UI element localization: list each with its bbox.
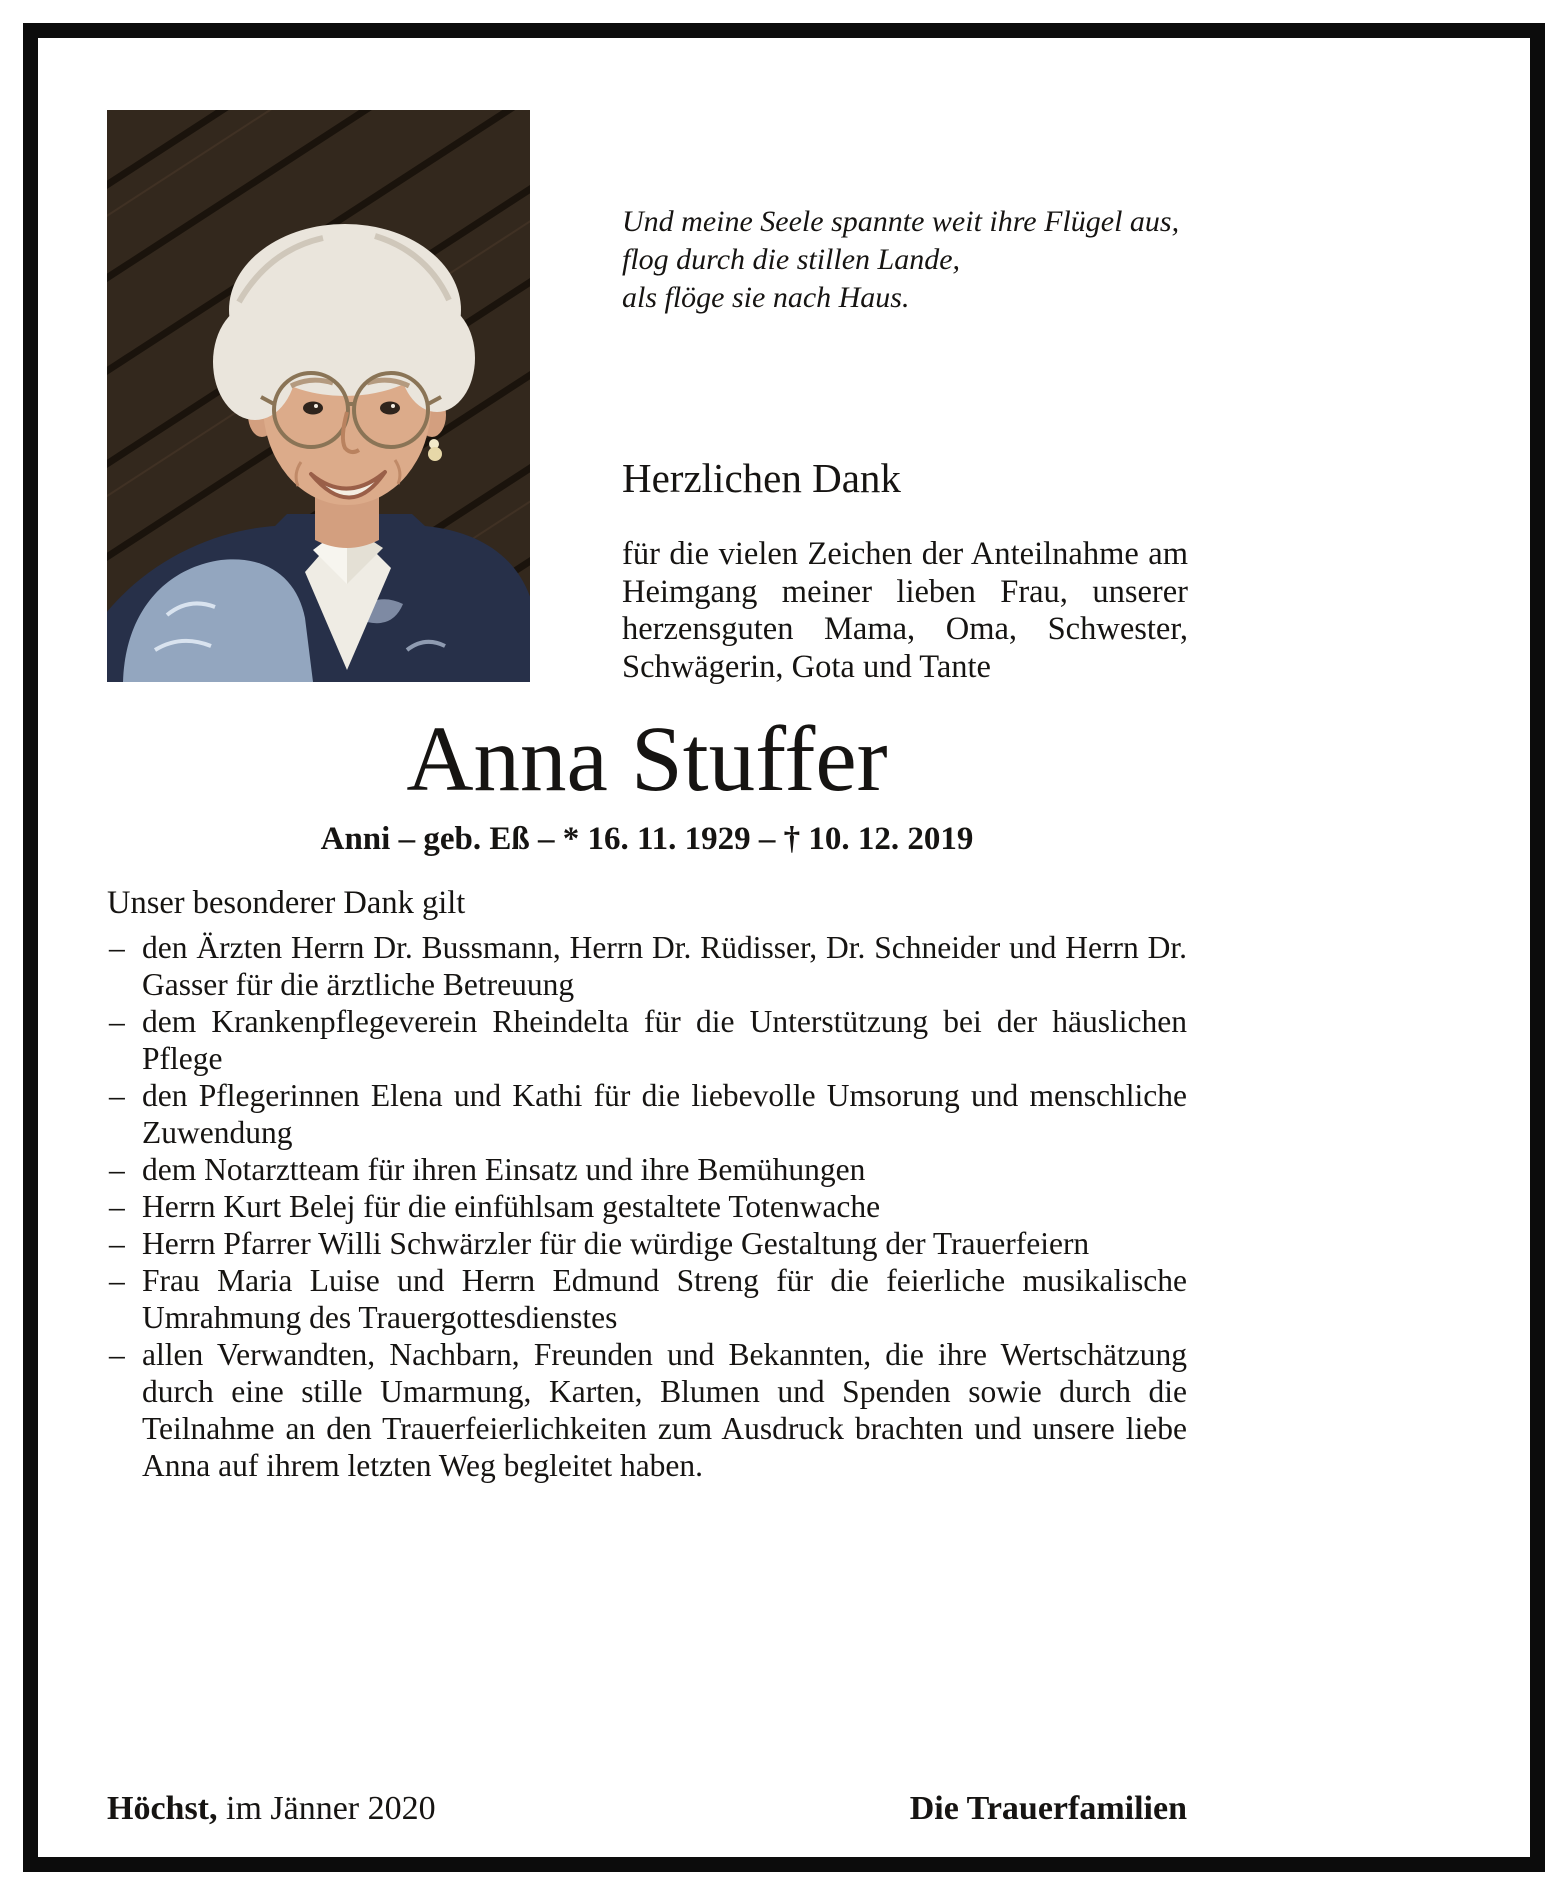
list-item (107, 1262, 1187, 1336)
item-text: den Ärzten Herrn Dr. Bussmann, Herrn Dr. Rüdisser, Dr. Schneider und Herrn Dr. Gasser für die ärztliche Betreuung (142, 930, 1187, 1002)
item-marker: – (109, 1263, 125, 1298)
footer-date: im Jänner 2020 (226, 1790, 436, 1827)
item-marker: – (109, 930, 125, 965)
portrait-photo-illustration (107, 110, 530, 682)
portrait-photo (107, 110, 530, 682)
item-text: allen Verwandten, Nachbarn, Freunden und Bekannten, die ihre Wertschätzung durch eine stille Umarmung, Karten, Blumen und Spenden sowie durch die Teilnahme an den Trauerfeierlichkeiten zum Ausdruck brachten und unsere liebe Anna auf ihrem letzten Weg begleitet haben. (142, 1337, 1187, 1483)
acknowledgement-lead: Unser besonderer Dank gilt (107, 885, 466, 921)
poem-line: flog durch die stillen Lande, (622, 243, 961, 276)
item-marker: – (109, 1337, 125, 1372)
place-date (107, 1790, 436, 1828)
item-marker: – (109, 1004, 125, 1039)
thanks-intro: für die vielen Zeichen der Anteilnahme am Heimgang meiner lieben Frau, unserer herzensguten Mama, Oma, Schwester, Schwägerin, Gota und Tante (622, 536, 1188, 685)
item-text: dem Krankenpflegeverein Rheindelta für die Unterstützung bei der häuslichen Pflege (142, 1004, 1187, 1076)
item-text: dem Notarztteam für ihren Einsatz und ihre Bemühungen (142, 1152, 866, 1187)
list-item (107, 1151, 1187, 1188)
acknowledgement-list (107, 929, 1187, 1484)
list-item (107, 1225, 1187, 1262)
item-text: Herrn Pfarrer Willi Schwärzler für die würdige Gestaltung der Trauerfeiern (142, 1226, 1090, 1261)
list-item (107, 929, 1187, 1003)
item-text: Herrn Kurt Belej für die einfühlsam gestaltete Totenwache (142, 1189, 881, 1224)
item-marker: – (109, 1078, 125, 1113)
list-item (107, 1077, 1187, 1151)
footer (107, 1790, 1187, 1828)
deceased-dates: Anni – geb. Eß – * 16. 11. 1929 – † 10. 12. 2019 (320, 821, 974, 857)
item-marker: – (109, 1152, 125, 1187)
item-text: Frau Maria Luise und Herrn Edmund Streng für die feierliche musikalische Umrahmung des Trauergottesdienstes (142, 1263, 1187, 1335)
footer-signature: Die Trauerfamilien (909, 1790, 1187, 1827)
list-item (107, 1188, 1187, 1225)
item-text: den Pflegerinnen Elena und Kathi für die liebevolle Umsorung und menschliche Zuwendung (142, 1078, 1187, 1150)
deceased-name: Anna Stuffer (406, 708, 888, 811)
thanks-title: Herzlichen Dank (622, 455, 901, 501)
footer-place: Höchst, (107, 1790, 218, 1827)
list-item (107, 1336, 1187, 1484)
list-item (107, 1003, 1187, 1077)
item-marker: – (109, 1189, 125, 1224)
poem-line: als flöge sie nach Haus. (622, 281, 910, 314)
poem-line: Und meine Seele spannte weit ihre Flügel aus, (622, 205, 1180, 238)
item-marker: – (109, 1226, 125, 1261)
memorial-poem (622, 203, 1179, 317)
